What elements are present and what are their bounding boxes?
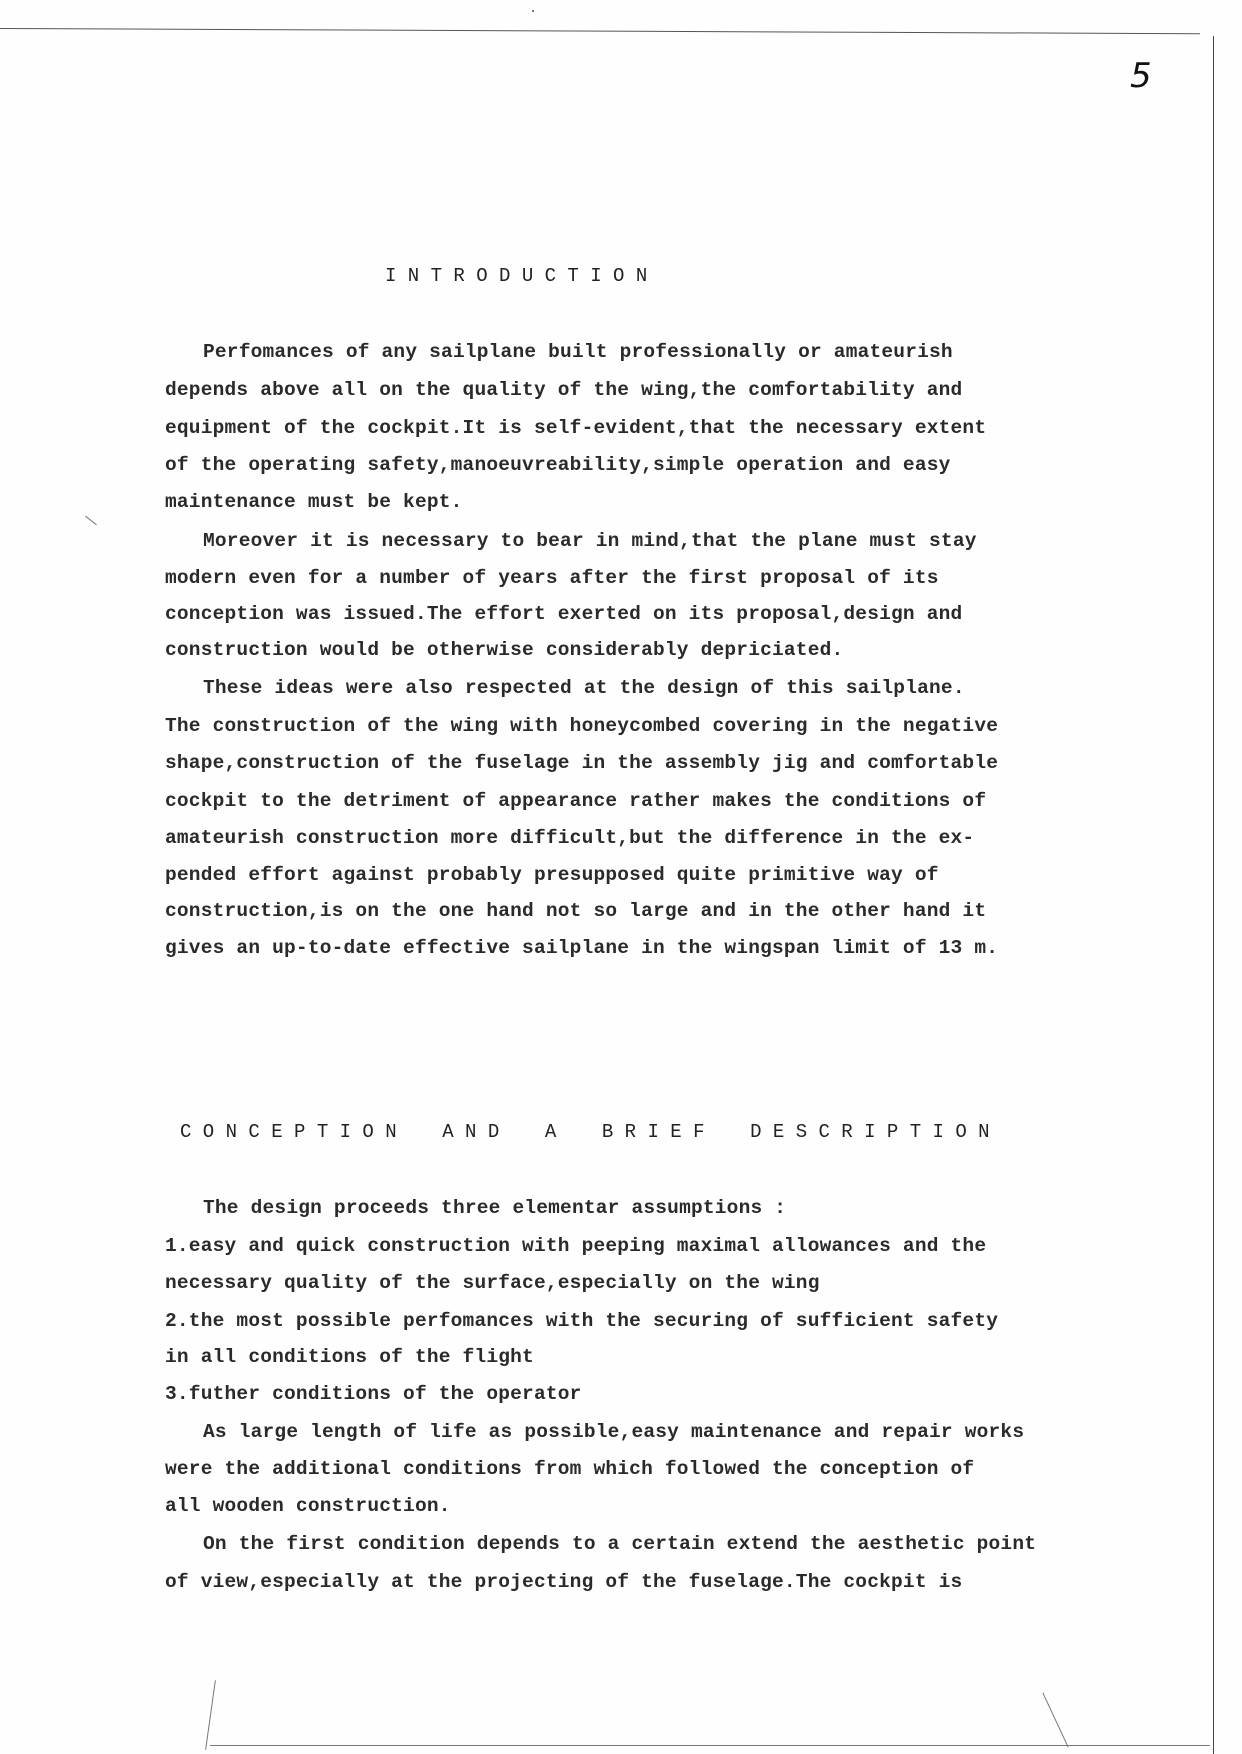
page-number: 5 xyxy=(1130,56,1152,96)
scan-mark xyxy=(1042,1693,1068,1748)
scan-mark xyxy=(85,516,97,525)
text-line: cockpit to the detriment of appearance rather makes the conditions of xyxy=(165,790,987,812)
page-right-edge xyxy=(1213,36,1214,1754)
text-line: 2.the most possible perfomances with the securing of sufficient safety xyxy=(165,1310,999,1332)
text-line: necessary quality of the surface,especially on the wing xyxy=(165,1272,820,1294)
text-line: As large length of life as possible,easy maintenance and repair works xyxy=(203,1421,1025,1443)
text-line: shape,construction of the fuselage in the assembly jig and comfortable xyxy=(165,752,999,774)
text-line: all wooden construction. xyxy=(165,1495,451,1517)
text-line: The construction of the wing with honeycombed covering in the negative xyxy=(165,715,999,737)
text-line: modern even for a number of years after the first proposal of its xyxy=(165,567,939,589)
text-line: construction,is on the one hand not so large and in the other hand it xyxy=(165,900,987,922)
text-line: Moreover it is necessary to bear in mind,that the plane must stay xyxy=(203,530,977,552)
section-heading-introduction: I N T R O D U C T I O N xyxy=(385,265,648,287)
text-line: On the first condition depends to a certain extend the aesthetic point xyxy=(203,1533,1037,1555)
text-line: depends above all on the quality of the wing,the comfortability and xyxy=(165,379,963,401)
text-line: The design proceeds three elementar assumptions : xyxy=(203,1197,787,1219)
text-line: gives an up-to-date effective sailplane in the wingspan limit of 13 m. xyxy=(165,937,999,959)
text-line: 1.easy and quick construction with peeping maximal allowances and the xyxy=(165,1235,987,1257)
text-line: in all conditions of the flight xyxy=(165,1346,534,1368)
text-line: equipment of the cockpit.It is self-evident,that the necessary extent xyxy=(165,417,987,439)
text-line: construction would be otherwise considerably depriciated. xyxy=(165,639,844,661)
page-bottom-edge xyxy=(210,1745,1210,1746)
text-line: of view,especially at the projecting of the fuselage.The cockpit is xyxy=(165,1571,963,1593)
text-line: of the operating safety,manoeuvreability,simple operation and easy xyxy=(165,454,951,476)
text-line: conception was issued.The effort exerted on its proposal,design and xyxy=(165,603,963,625)
section-heading-conception: C O N C E P T I O N A N D A B R I E F D E S C R I P T I O N xyxy=(180,1121,990,1143)
page-top-edge xyxy=(0,28,1200,34)
scan-mark xyxy=(205,1680,216,1749)
text-line: were the additional conditions from which followed the conception of xyxy=(165,1458,975,1480)
text-line: pended effort against probably presupposed quite primitive way of xyxy=(165,864,939,886)
text-line: These ideas were also respected at the design of this sailplane. xyxy=(203,677,965,699)
text-line: 3.futher conditions of the operator xyxy=(165,1383,582,1405)
text-line: maintenance must be kept. xyxy=(165,491,463,513)
scan-mark xyxy=(532,10,534,12)
text-line: Perfomances of any sailplane built professionally or amateurish xyxy=(203,341,953,363)
text-line: amateurish construction more difficult,but the difference in the ex- xyxy=(165,827,975,849)
